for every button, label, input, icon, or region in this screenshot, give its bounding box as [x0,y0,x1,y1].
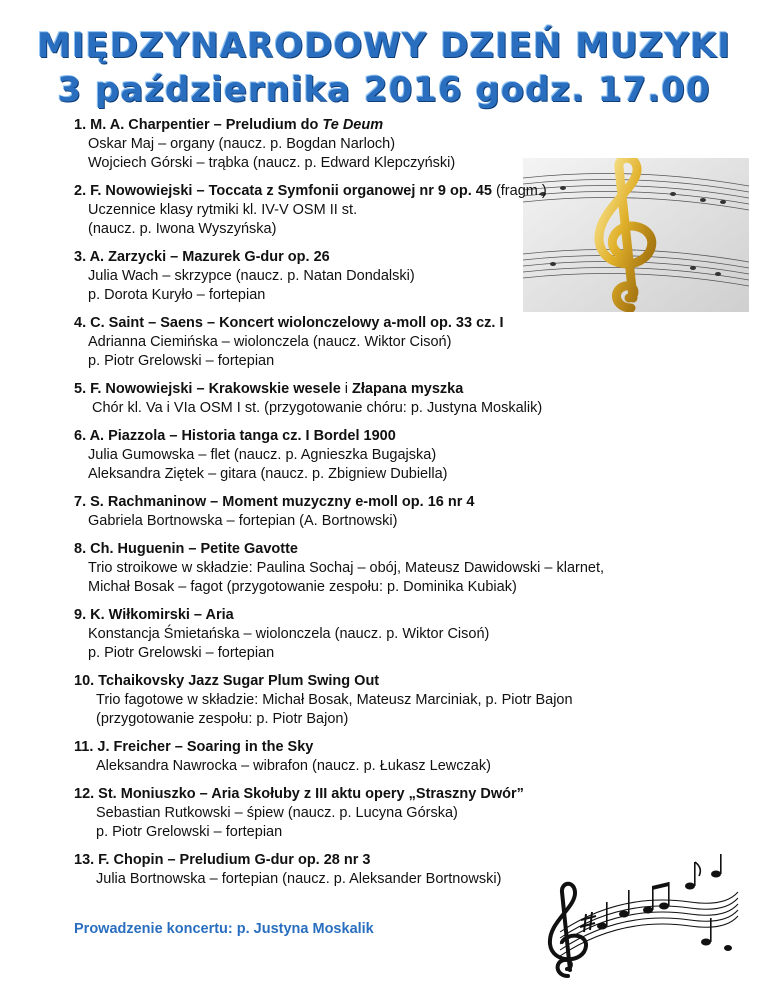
concert-program [74,116,714,898]
piece-title-conjunction: i [340,381,353,397]
performer-line: (naucz. p. Iwona Wyszyńska) [88,221,277,237]
program-item [74,427,714,484]
performer-line: Julia Bortnowska – fortepian (naucz. p. Aleksander Bortnowski) [96,871,502,887]
performer-line: p. Dorota Kuryło – fortepian [88,287,266,303]
piece-title-suffix: (fragm.) [491,183,547,199]
performer-line: Chór kl. Va i VIa OSM I st. (przygotowanie chóru: p. Justyna Moskalik) [92,400,543,416]
program-item [74,606,714,663]
music-notes-image [540,852,740,982]
performer-line: Julia Wach – skrzypce (naucz. p. Natan Dondalski) [88,268,415,284]
piece-title: 12. St. Moniuszko – Aria Skołuby z III aktu opery „Straszny Dwór” [74,786,524,802]
performer-line: Trio fagotowe w składzie: Michał Bosak, Mateusz Marciniak, p. Piotr Bajon [96,692,573,708]
performer-line: Michał Bosak – fagot (przygotowanie zespołu: p. Dominika Kubiak) [88,579,517,595]
piece-title: 7. S. Rachmaninow – Moment muzyczny e-moll op. 16 nr 4 [74,494,475,510]
piece-title: 9. K. Wiłkomirski – Aria [74,607,234,623]
piece-title-italic: Te Deum [322,117,384,133]
piece-title: 11. J. Freicher – Soaring in the Sky [74,739,314,755]
program-item [74,380,714,418]
performer-line: Wojciech Górski – trąbka (naucz. p. Edward Klepczyński) [88,155,456,171]
performer-line: Konstancja Śmietańska – wiolonczela (naucz. p. Wiktor Cisoń) [88,626,490,642]
performer-line: p. Piotr Grelowski – fortepian [96,824,283,840]
piece-title: 1. M. A. Charpentier – Preludium do [74,117,323,133]
program-item [74,182,714,239]
page-title: MIĘDZYNARODOWY DZIEŃ MUZYKI [37,26,731,66]
performer-line: Gabriela Bortnowska – fortepian (A. Bortnowski) [88,513,398,529]
program-item [74,672,714,729]
piece-title: 13. F. Chopin – Preludium G-dur op. 28 nr 3 [74,852,371,868]
program-item [74,116,714,173]
piece-title: 8. Ch. Huguenin – Petite Gavotte [74,541,298,557]
piece-title: 5. F. Nowowiejski – Krakowskie wesele [74,381,341,397]
performer-line: Trio stroikowe w składzie: Paulina Sochaj – obój, Mateusz Dawidowski – klarnet, [88,560,605,576]
program-item [74,785,714,842]
program-item [74,493,714,531]
program-item [74,248,714,305]
performer-line: (przygotowanie zespołu: p. Piotr Bajon) [96,711,349,727]
program-item [74,540,714,597]
performer-line: Oskar Maj – organy (naucz. p. Bogdan Narloch) [88,136,396,152]
performer-line: Adrianna Ciemińska – wiolonczela (naucz. Wiktor Cisoń) [88,334,452,350]
piece-title: 2. F. Nowowiejski – Toccata z Symfonii organowej nr 9 op. 45 [74,183,492,199]
piece-title: 3. A. Zarzycki – Mazurek G-dur op. 26 [74,249,330,265]
performer-line: Aleksandra Ziętek – gitara (naucz. p. Zbigniew Dubiella) [88,466,448,482]
performer-line: Aleksandra Nawrocka – wibrafon (naucz. p. Łukasz Lewczak) [96,758,491,774]
performer-line: Sebastian Rutkowski – śpiew (naucz. p. Lucyna Górska) [96,805,458,821]
piece-title: 10. Tchaikovsky Jazz Sugar Plum Swing Out [74,673,380,689]
piece-title: 4. C. Saint – Saens – Koncert wiolonczelowy a-moll op. 33 cz. I [74,315,504,331]
piece-title: 6. A. Piazzola – Historia tanga cz. I Bordel 1900 [74,428,396,444]
piece-title-second: Złapana myszka [352,381,464,397]
performer-line: Julia Gumowska – flet (naucz. p. Agnieszka Bugajska) [88,447,437,463]
performer-line: p. Piotr Grelowski – fortepian [88,645,275,661]
performer-line: p. Piotr Grelowski – fortepian [88,353,275,369]
concert-host: Prowadzenie koncertu: p. Justyna Moskalik [74,921,374,937]
program-item [74,738,714,776]
event-date: 3 października 2016 godz. 17.00 [57,70,711,110]
program-item [74,314,714,371]
performer-line: Uczennice klasy rytmiki kl. IV-V OSM II st. [88,202,358,218]
